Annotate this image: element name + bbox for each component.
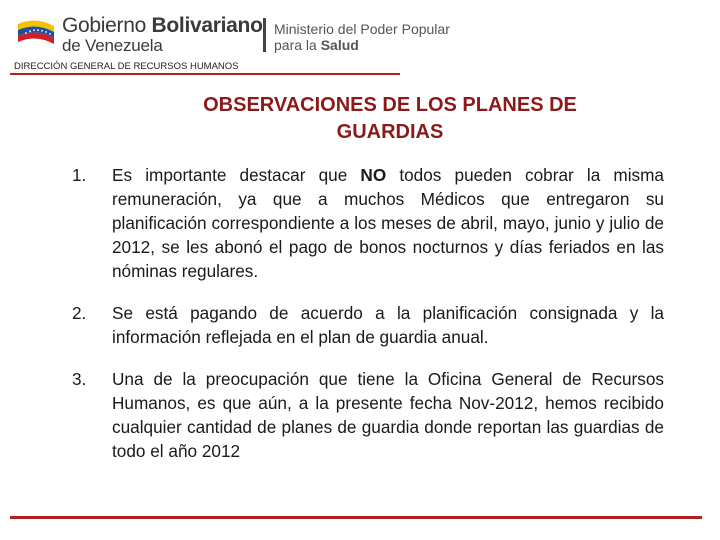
list-item [72,301,664,349]
list-item [72,367,664,463]
government-name-line1: Gobierno Bolivariano [62,14,263,37]
list-item-number: 2. [72,303,87,323]
ministry-name-line2: para la Salud [274,37,359,53]
list-item [72,163,664,283]
government-name-line2: de Venezuela [62,36,163,55]
header [0,0,720,75]
page-title-line1: OBSERVACIONES DE LOS PLANES DE [203,94,577,116]
list-item-number: 3. [72,369,87,389]
list-item-number: 1. [72,165,87,185]
page-title [140,92,640,146]
header-rule [10,73,400,75]
page-title-line2: GUARDIAS [336,121,444,143]
header-separator [263,18,266,52]
ministry-name-line1: Ministerio del Poder Popular [274,21,450,37]
list-item-emphasis: NO [360,165,387,185]
list-item-text-before: Es importante destacar que [112,165,361,185]
list-item-text: Una de la preocupación que tiene la Oficina General de Recursos Humanos, es que aún, a la presente fecha Nov-2012, hemos recibido cualquier cantidad de planes de guardia donde reportan las guardias de todo el año 2012 [112,369,664,461]
observations-list [72,163,664,463]
list-item-text-after: todos pueden cobrar la misma remuneración, ya que a muchos Médicos que entregaron su planificación correspondiente a los meses de abril, mayo, junio y julio de 2012, se les abonó el pago de bonos nocturnos y días feriados en las nóminas regulares. [112,165,664,281]
footer-rule [10,516,702,519]
list-item-text: Se está pagando de acuerdo a la planificación consignada y la información reflejada en el plan de guardia anual. [112,303,664,347]
department-label: DIRECCIÓN GENERAL DE RECURSOS HUMANOS [14,61,239,72]
venezuela-flag-icon [16,18,56,50]
